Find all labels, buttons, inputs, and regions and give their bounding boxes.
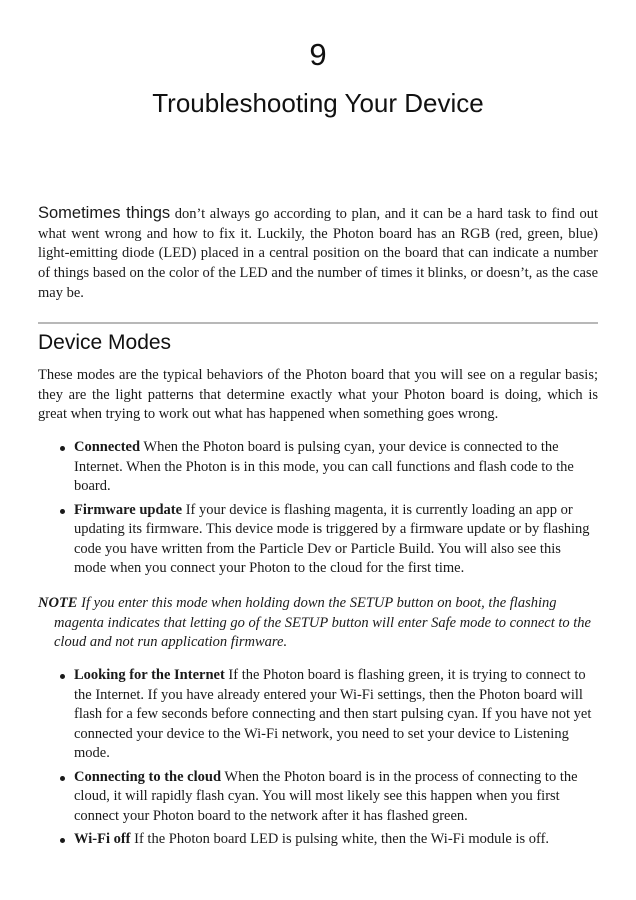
mode-term: Looking for the Internet	[74, 667, 225, 683]
mode-description: If the Photon board LED is pulsing white, then the Wi-Fi module is off.	[130, 831, 550, 847]
list-item	[74, 501, 594, 579]
device-modes-list-continued	[74, 666, 594, 854]
mode-description: When the Photon board is in the process of connecting to the cloud, it will rapidly flash cyan. You will most likely see this happen when you first connect your Photon board to the network after it has flashed green.	[74, 768, 578, 824]
intro-text: don’t always go according to plan, and it can be a hard task to find out what went wrong and how to fix it. Luckily, the Photon board has an RGB (red, green, blue) light-emitting diode (LED) placed in a central position on the board that can indicate a number of things based on the color of the LED and the number of times it blinks, or doesn’t, as the case may be.	[38, 206, 598, 301]
mode-term: Firmware update	[74, 501, 183, 518]
intro-paragraph	[38, 204, 598, 304]
section-divider	[38, 322, 598, 324]
note-paragraph	[38, 594, 610, 653]
mode-term: Connected	[74, 439, 141, 455]
intro-lead: Sometimes things	[38, 204, 171, 222]
mode-description: When the Photon board is pulsing cyan, your device is connected to the Internet. When the Photon is in this mode, you can call functions and flash code to the board.	[74, 439, 574, 494]
mode-description: If your device is flashing magenta, it is currently loading an app or updating its firmware. This device mode is triggered by a firmware update or by flashing code you have written from the Particle Dev or Particle Build. You will also see this mode when you connect your Photon to the cloud for the first time.	[74, 501, 590, 576]
chapter-title: Troubleshooting Your Device	[152, 88, 484, 118]
section-heading: Device Modes	[38, 331, 172, 354]
list-item	[74, 666, 594, 764]
mode-term: Wi-Fi off	[74, 831, 131, 847]
note-label: NOTE	[38, 595, 78, 611]
list-item	[74, 438, 594, 497]
list-item	[74, 830, 594, 850]
section-intro: These modes are the typical behaviors of the Photon board that you will see on a regular basis; they are the light patterns that determine exactly what your Photon board is doing, which is great when trying to work out what has happened when something goes wrong.	[38, 367, 598, 423]
note-text: If you enter this mode when holding down the SETUP button on boot, the flashing magenta indicates that letting go of the SETUP button will enter Safe mode to connect to the cloud and not run application firmware.	[54, 595, 591, 650]
mode-description: If the Photon board is flashing green, it is trying to connect to the Internet. If you have already entered your Wi-Fi settings, then the Photon board will flash for a few seconds before connecting and then start pulsing cyan. If you have not yet connected your device to the Wi-Fi network, you need to set your device to Listening mode.	[74, 667, 592, 761]
mode-term: Connecting to the cloud	[74, 768, 222, 785]
list-item	[74, 768, 594, 827]
device-modes-list	[74, 438, 594, 583]
chapter-number: 9	[309, 37, 327, 72]
